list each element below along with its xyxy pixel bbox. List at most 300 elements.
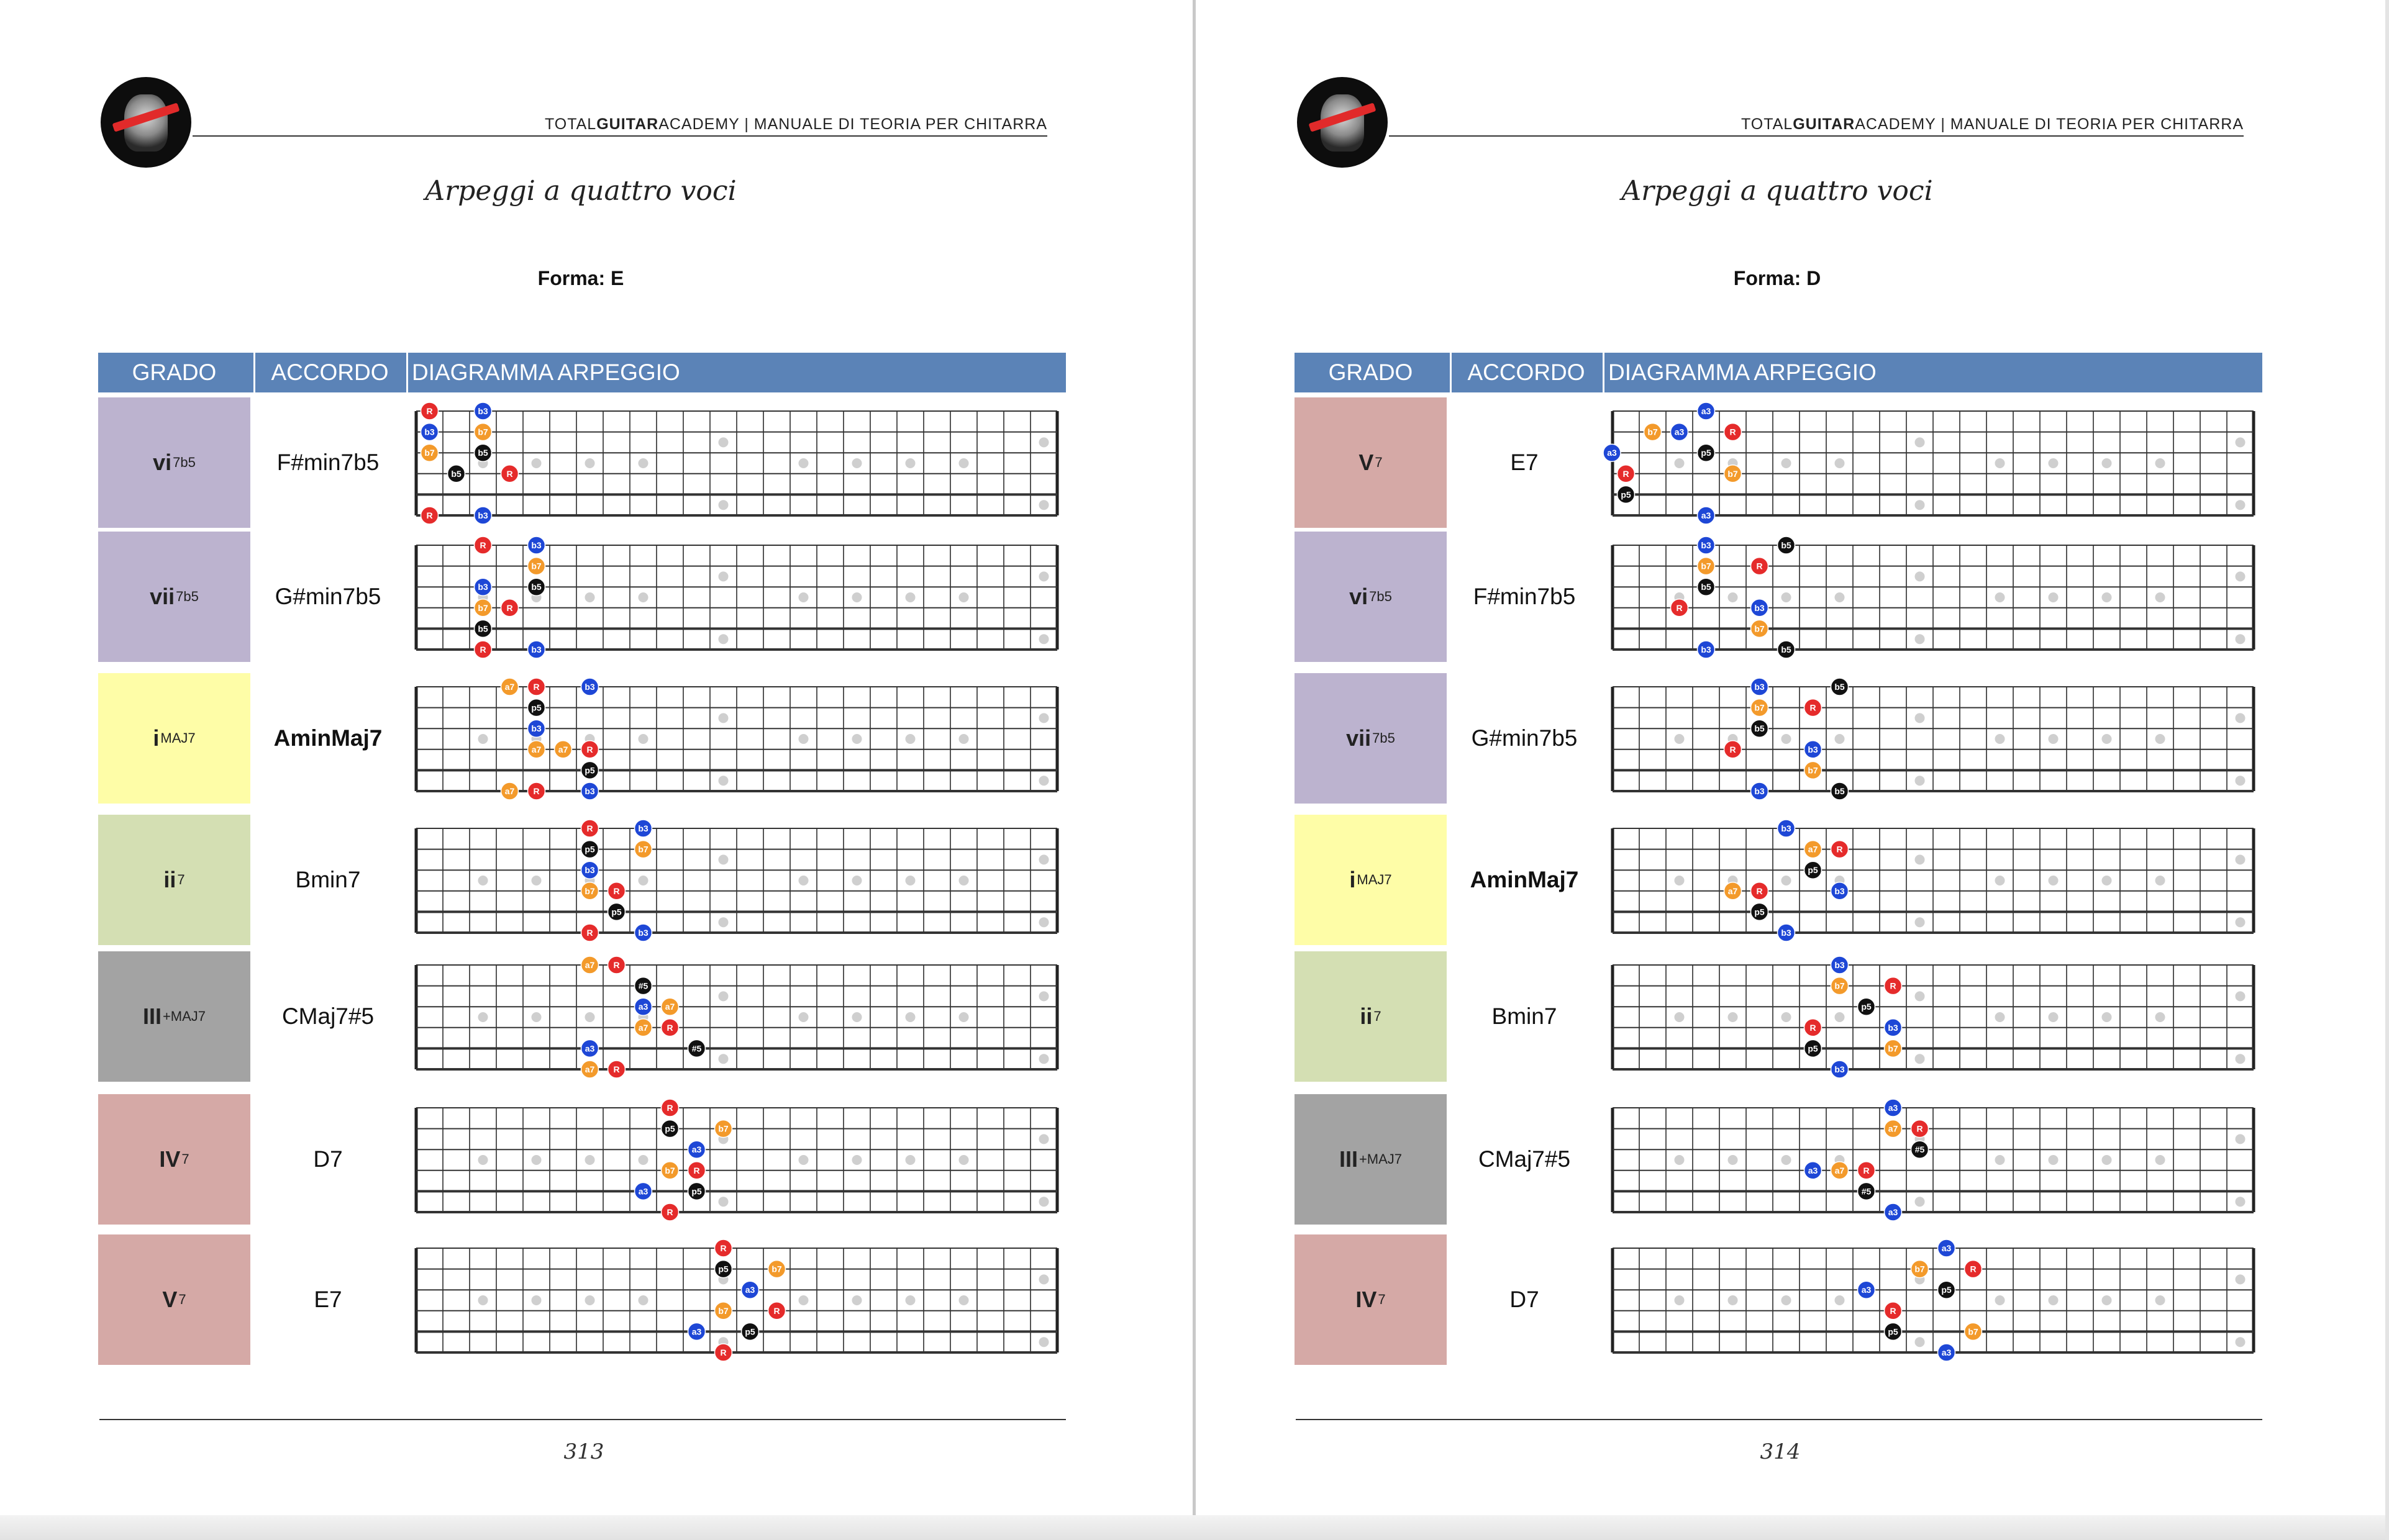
note-label: R	[1729, 427, 1736, 437]
arpeggio-note-R	[501, 599, 519, 617]
fret-inlay-dot	[959, 1155, 969, 1165]
arpeggio-note-p5	[742, 1323, 759, 1340]
arpeggio-note-b7	[1804, 761, 1822, 779]
note-label: p5	[1888, 1326, 1898, 1337]
viewer-bottom-strip	[0, 1515, 2385, 1540]
arpeggio-note-a7	[1885, 1120, 1902, 1138]
note-label: R	[613, 1064, 620, 1074]
note-label: b3	[478, 510, 488, 520]
arpeggio-note-b3	[475, 402, 492, 420]
arpeggio-note-b7	[1751, 620, 1768, 637]
chord-name: E7	[1510, 450, 1539, 475]
arpeggio-note-R	[662, 1019, 679, 1036]
fret-inlay-dot	[1039, 713, 1049, 723]
arpeggio-note-R	[1751, 882, 1768, 900]
note-label: b3	[1888, 1022, 1898, 1033]
fret-inlay-dot	[906, 1155, 916, 1165]
fret-inlay-dot	[719, 500, 729, 510]
arpeggio-note-a3	[1603, 444, 1621, 461]
note-label: R	[1916, 1123, 1923, 1134]
grado-suffix: 7	[178, 1292, 186, 1307]
note-label: p5	[1621, 489, 1631, 500]
grado-numeral: vii	[150, 584, 175, 609]
arpeggio-fretboard	[414, 956, 1057, 1074]
arpeggio-note-a3	[1938, 1239, 1955, 1257]
arpeggio-note-a7	[1804, 841, 1822, 858]
note-label: b3	[638, 928, 648, 938]
arpeggio-note-b5	[1778, 537, 1795, 554]
fret-inlay-dot	[1915, 500, 1925, 510]
arpeggio-note-a3	[1885, 1203, 1902, 1221]
fret-inlay-dot	[2049, 1012, 2059, 1022]
note-label: b7	[1701, 561, 1711, 571]
note-label: b7	[718, 1305, 729, 1316]
arpeggio-note-R	[662, 1203, 679, 1221]
note-label: b3	[1834, 960, 1845, 970]
fret-inlay-dot	[719, 634, 729, 644]
arpeggio-note-a3	[1885, 1099, 1902, 1116]
note-label: b5	[1834, 786, 1845, 796]
note-label: R	[1863, 1165, 1870, 1175]
arpeggio-note-R	[1911, 1120, 1929, 1138]
arpeggio-note-b3	[528, 720, 545, 737]
fret-inlay-dot	[1782, 592, 1791, 602]
arpeggio-note-b5	[1751, 720, 1768, 737]
note-label: a3	[585, 1043, 595, 1054]
note-label: b3	[531, 723, 542, 734]
fret-inlay-dot	[2236, 854, 2246, 864]
chord-name: CMaj7#5	[1478, 1146, 1571, 1172]
grado-suffix: 7b5	[1369, 589, 1392, 604]
note-label: b3	[478, 406, 488, 416]
arpeggio-note-b7	[715, 1302, 732, 1320]
arpeggio-note-a7	[1831, 1162, 1849, 1179]
note-label: a7	[638, 1022, 648, 1033]
note-label: R	[720, 1243, 727, 1253]
arpeggio-note-a3	[1698, 507, 1715, 524]
arpeggio-note-a7	[528, 741, 545, 758]
grado-cell	[98, 673, 250, 804]
note-label: p5	[665, 1123, 675, 1134]
arpeggio-note-b3	[581, 678, 599, 695]
arpeggio-note-b7	[581, 882, 599, 900]
arpeggio-note-R	[1618, 465, 1635, 482]
fret-inlay-dot	[1039, 1054, 1049, 1064]
brand-pre: TOTAL	[544, 116, 597, 133]
fret-inlay-dot	[2236, 500, 2246, 510]
fret-inlay-dot	[719, 1054, 729, 1064]
note-label: p5	[718, 1264, 729, 1274]
fret-inlay-dot	[2049, 458, 2059, 468]
arpeggio-note-b7	[475, 599, 492, 617]
page-right	[1196, 0, 2389, 1515]
note-label: a3	[1674, 427, 1685, 437]
arpeggio-note-R	[1724, 741, 1742, 758]
fret-inlay-dot	[1915, 854, 1925, 864]
grado-cell	[1295, 951, 1447, 1082]
page-left	[0, 0, 1193, 1515]
chord-name: F#min7b5	[1473, 584, 1576, 609]
fret-inlay-dot	[1995, 1295, 2005, 1305]
grado-numeral: vi	[1349, 584, 1368, 609]
academy-logo	[101, 77, 191, 168]
arpeggio-note-a3	[688, 1141, 706, 1158]
note-label: a3	[1701, 510, 1711, 520]
grado-numeral: vii	[1346, 725, 1372, 751]
fret-inlay-dot	[1039, 1134, 1049, 1144]
arpeggio-note-p5	[1858, 998, 1875, 1015]
header-rule	[1389, 135, 2244, 137]
note-label: b5	[1754, 723, 1765, 734]
fret-inlay-dot	[852, 592, 862, 602]
arpeggio-note-b7	[1911, 1261, 1929, 1278]
note-label: p5	[745, 1326, 755, 1337]
fret-inlay-dot	[2049, 876, 2059, 886]
arpeggio-note-R	[1804, 699, 1822, 717]
note-label: p5	[1701, 448, 1711, 458]
arpeggio-note-p5	[1885, 1323, 1902, 1340]
arpeggio-note-sharp5	[688, 1040, 706, 1057]
fret-inlay-dot	[2155, 876, 2165, 886]
arpeggio-note-b7	[1751, 699, 1768, 717]
fret-inlay-dot	[1039, 917, 1049, 927]
arpeggio-note-R	[1885, 977, 1902, 995]
arpeggio-note-a3	[581, 1040, 599, 1057]
fret-inlay-dot	[1039, 1274, 1049, 1284]
fret-inlay-dot	[906, 592, 916, 602]
fret-inlay-dot	[532, 876, 542, 886]
note-label: R	[667, 1103, 673, 1113]
grado-suffix: 7b5	[176, 589, 199, 604]
page-number: 313	[563, 1439, 604, 1464]
table-header	[1295, 353, 2262, 392]
fret-inlay-dot	[799, 876, 809, 886]
note-label: R	[1729, 744, 1736, 754]
note-label: p5	[1754, 907, 1765, 917]
note-label: p5	[611, 907, 622, 917]
fret-inlay-dot	[959, 734, 969, 744]
note-label: R	[667, 1022, 673, 1033]
arpeggio-note-b3	[635, 924, 652, 941]
note-label: b7	[1968, 1326, 1978, 1337]
arpeggio-note-R	[475, 537, 492, 554]
fret-inlay-dot	[799, 592, 809, 602]
fret-inlay-dot	[1782, 1295, 1791, 1305]
fret-inlay-dot	[1728, 1012, 1738, 1022]
note-label: R	[586, 744, 593, 754]
academy-logo	[1297, 77, 1388, 168]
fret-inlay-dot	[852, 876, 862, 886]
fret-inlay-dot	[852, 458, 862, 468]
note-label: b5	[531, 582, 542, 592]
page-title: Arpeggi a quattro voci	[1621, 175, 1933, 207]
note-label: p5	[1861, 1002, 1872, 1012]
fret-inlay-dot	[719, 917, 729, 927]
footer-rule	[1296, 1419, 2262, 1420]
fret-inlay-dot	[1915, 991, 1925, 1001]
fret-inlay-dot	[1915, 776, 1925, 786]
arpeggio-note-R	[662, 1099, 679, 1116]
arpeggio-note-b3	[1804, 741, 1822, 758]
fret-inlay-dot	[1728, 592, 1738, 602]
arpeggio-note-p5	[581, 841, 599, 858]
arpeggio-note-a3	[1671, 424, 1688, 441]
note-label: a3	[1941, 1348, 1952, 1357]
arpeggio-note-R	[581, 820, 599, 837]
header-subtitle: MANUALE DI TEORIA PER CHITARRA	[1950, 116, 2244, 133]
grado-suffix: 7	[1373, 1008, 1381, 1024]
arpeggio-note-p5	[715, 1261, 732, 1278]
chord-name: E7	[314, 1287, 342, 1312]
note-label: R	[586, 823, 593, 833]
arpeggio-fretboard	[414, 1099, 1057, 1217]
fret-inlay-dot	[1835, 734, 1845, 744]
fret-inlay-dot	[532, 1012, 542, 1022]
brand-bold: GUITAR	[1793, 116, 1855, 133]
fret-inlay-dot	[2102, 592, 2112, 602]
note-label: b7	[1808, 765, 1818, 776]
fret-inlay-dot	[1782, 876, 1791, 886]
arpeggio-note-p5	[1698, 444, 1715, 461]
note-label: R	[426, 406, 433, 416]
fret-inlay-dot	[2236, 1197, 2246, 1207]
arpeggio-note-b3	[1778, 820, 1795, 837]
arpeggio-fretboard	[414, 820, 1057, 938]
fret-inlay-dot	[585, 1012, 595, 1022]
arpeggio-note-b7	[1885, 1040, 1902, 1057]
grado-cell	[98, 397, 250, 528]
note-label: a7	[1808, 844, 1818, 854]
arpeggio-note-b5	[448, 465, 465, 482]
note-label: R	[533, 786, 540, 796]
note-label: R	[586, 928, 593, 938]
arpeggio-note-R	[715, 1344, 732, 1361]
fret-inlay-dot	[1835, 458, 1845, 468]
fret-inlay-dot	[2102, 458, 2112, 468]
fret-inlay-dot	[1915, 1197, 1925, 1207]
grado-suffix: MAJ7	[160, 730, 196, 746]
fret-inlay-dot	[2236, 1274, 2246, 1284]
fret-inlay-dot	[1728, 1155, 1738, 1165]
arpeggio-note-a3	[742, 1281, 759, 1298]
fret-inlay-dot	[906, 734, 916, 744]
grado-suffix: 7b5	[173, 455, 196, 470]
fret-inlay-dot	[2155, 1012, 2165, 1022]
fret-inlay-dot	[1915, 917, 1925, 927]
fret-inlay-dot	[2102, 876, 2112, 886]
arpeggio-note-b3	[1751, 782, 1768, 800]
column-header-diagramma: DIAGRAMMA ARPEGGIO	[406, 353, 1072, 392]
arpeggio-note-R	[1804, 1019, 1822, 1036]
fret-inlay-dot	[1675, 734, 1685, 744]
fret-inlay-dot	[1835, 1012, 1845, 1022]
fret-inlay-dot	[2236, 1337, 2246, 1347]
note-label: b3	[531, 540, 542, 550]
arpeggio-note-a7	[635, 1019, 652, 1036]
fret-inlay-dot	[2102, 1295, 2112, 1305]
fret-inlay-dot	[2236, 571, 2246, 581]
arpeggio-fretboard	[1610, 956, 2254, 1074]
arpeggio-note-b3	[1751, 599, 1768, 617]
fret-inlay-dot	[2049, 592, 2059, 602]
arpeggio-fretboard	[1610, 537, 2254, 654]
fret-inlay-dot	[852, 1295, 862, 1305]
arpeggio-note-a7	[662, 998, 679, 1015]
arpeggio-note-b5	[475, 620, 492, 637]
arpeggio-note-a7	[581, 1061, 599, 1078]
note-label: b3	[585, 786, 595, 796]
arpeggio-note-a3	[1858, 1281, 1875, 1298]
note-label: a3	[1701, 406, 1711, 416]
arpeggio-note-R	[608, 956, 626, 974]
arpeggio-note-R	[688, 1162, 706, 1179]
arpeggio-fretboard	[1607, 402, 2254, 520]
chord-name: D7	[313, 1146, 343, 1172]
arpeggio-note-R	[608, 882, 626, 900]
note-label: R	[1836, 844, 1843, 854]
grado-cell	[98, 815, 250, 945]
note-label: a7	[585, 960, 595, 970]
grado-cell	[1295, 1234, 1447, 1365]
fret-inlay-dot	[852, 1155, 862, 1165]
arpeggio-fretboard	[414, 1239, 1057, 1357]
fret-inlay-dot	[719, 713, 729, 723]
arpeggio-fretboard	[1610, 1239, 2254, 1357]
fret-inlay-dot	[532, 1295, 542, 1305]
note-label: p5	[1808, 1043, 1818, 1054]
note-label: a7	[665, 1002, 675, 1012]
arpeggio-note-R	[1965, 1261, 1982, 1278]
note-label: b7	[1888, 1043, 1898, 1054]
arpeggio-note-p5	[581, 761, 599, 779]
header-separator: |	[1936, 116, 1950, 133]
column-header-diagramma: DIAGRAMMA ARPEGGIO	[1603, 353, 2268, 392]
note-label: p5	[585, 765, 595, 776]
grado-numeral: IV	[1355, 1287, 1377, 1312]
grado-numeral: ii	[1360, 1003, 1373, 1029]
arpeggio-note-b3	[1698, 641, 1715, 658]
note-label: R	[426, 510, 433, 520]
note-label: R	[1756, 886, 1763, 896]
fret-inlay-dot	[1782, 1155, 1791, 1165]
fret-inlay-dot	[478, 876, 488, 886]
note-label: b3	[1781, 928, 1791, 938]
fret-inlay-dot	[1039, 1197, 1049, 1207]
note-label: #5	[1914, 1144, 1925, 1155]
note-label: b3	[638, 823, 648, 833]
arpeggio-note-b3	[1751, 678, 1768, 695]
fret-inlay-dot	[1039, 776, 1049, 786]
arpeggio-note-p5	[662, 1120, 679, 1138]
note-label: R	[1890, 981, 1896, 991]
fret-inlay-dot	[2102, 734, 2112, 744]
fret-inlay-dot	[2155, 458, 2165, 468]
note-label: R	[1890, 1305, 1896, 1316]
fret-inlay-dot	[585, 458, 595, 468]
note-label: a7	[531, 744, 542, 754]
note-label: a7	[558, 744, 568, 754]
note-label: b5	[451, 468, 462, 479]
running-header	[1741, 116, 2244, 134]
arpeggio-note-b7	[1698, 558, 1715, 575]
brand-post: ACADEMY	[658, 116, 740, 133]
chord-name: Bmin7	[295, 867, 361, 892]
fret-inlay-dot	[799, 458, 809, 468]
fret-inlay-dot	[719, 437, 729, 447]
fret-inlay-dot	[1915, 437, 1925, 447]
arpeggio-note-p5	[1751, 903, 1768, 920]
note-label: b7	[638, 844, 648, 854]
arpeggio-note-a3	[688, 1323, 706, 1340]
note-label: a3	[1941, 1243, 1952, 1253]
arpeggio-note-b3	[1831, 956, 1849, 974]
arpeggio-note-sharp5	[635, 977, 652, 995]
fret-inlay-dot	[1675, 876, 1685, 886]
note-label: b7	[1834, 981, 1845, 991]
arpeggio-note-p5	[1804, 861, 1822, 879]
fret-inlay-dot	[2236, 1134, 2246, 1144]
fret-inlay-dot	[852, 1012, 862, 1022]
arpeggio-fretboard	[414, 402, 1057, 520]
arpeggio-note-p5	[1938, 1281, 1955, 1298]
fret-inlay-dot	[906, 1295, 916, 1305]
fret-inlay-dot	[532, 1155, 542, 1165]
fret-inlay-dot	[2236, 634, 2246, 644]
arpeggio-note-b7	[662, 1162, 679, 1179]
arpeggio-note-b3	[475, 507, 492, 524]
arpeggio-note-b5	[528, 578, 545, 596]
arpeggio-note-a3	[1698, 402, 1715, 420]
note-label: a3	[638, 1002, 648, 1012]
fret-inlay-dot	[1782, 1012, 1791, 1022]
arpeggio-note-b3	[528, 537, 545, 554]
fret-inlay-dot	[906, 458, 916, 468]
arpeggio-note-p5	[1618, 486, 1635, 503]
note-label: b7	[1647, 427, 1658, 437]
note-label: a7	[1834, 1165, 1845, 1175]
fret-inlay-dot	[719, 854, 729, 864]
arpeggio-fretboard	[1610, 1099, 2254, 1217]
arpeggio-note-sharp5	[1858, 1182, 1875, 1200]
grado-numeral: III	[142, 1003, 162, 1029]
arpeggio-fretboard	[414, 537, 1057, 654]
footer-rule	[99, 1419, 1066, 1420]
note-label: b3	[1754, 682, 1765, 692]
note-label: R	[1756, 561, 1763, 571]
grado-numeral: i	[153, 725, 160, 751]
arpeggio-note-p5	[1804, 1040, 1822, 1057]
fret-inlay-dot	[2155, 734, 2165, 744]
brand-pre: TOTAL	[1741, 116, 1793, 133]
note-label: a3	[745, 1285, 755, 1295]
note-label: p5	[691, 1186, 702, 1197]
note-label: b3	[531, 645, 542, 654]
note-label: b7	[531, 561, 542, 571]
arpeggio-note-b5	[1778, 641, 1795, 658]
note-label: R	[1809, 1022, 1816, 1033]
fret-inlay-dot	[478, 1295, 488, 1305]
fret-inlay-dot	[639, 458, 648, 468]
forma-label: Forma: E	[537, 267, 624, 289]
fret-inlay-dot	[639, 734, 648, 744]
note-label: a7	[1727, 886, 1738, 896]
arpeggio-note-R	[715, 1239, 732, 1257]
arpeggio-note-b5	[475, 444, 492, 461]
arpeggio-note-R	[1751, 558, 1768, 575]
arpeggio-fretboard	[1610, 820, 2254, 938]
grado-cell	[98, 1094, 250, 1225]
arpeggio-note-a3	[1804, 1162, 1822, 1179]
